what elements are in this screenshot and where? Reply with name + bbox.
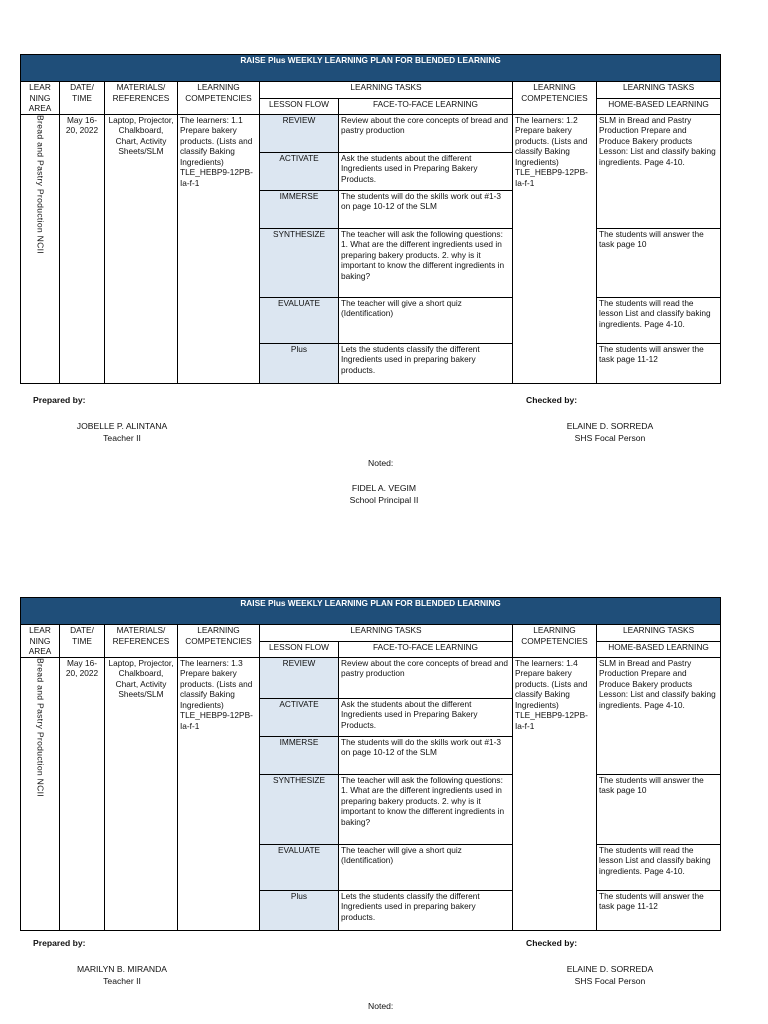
f2f-review: Review about the core concepts of bread and pastry production xyxy=(339,114,513,152)
flow-activate: ACTIVATE xyxy=(260,152,339,190)
home-task-slm: SLM in Bread and Pastry Production Prepare and Produce Bakery products Lesson: List and classify baking ingredients. Page 4-10. xyxy=(597,657,721,774)
noter-signature xyxy=(314,482,454,506)
checker-name: ELAINE D. SORREDA xyxy=(566,421,654,431)
checker-name: ELAINE D. SORREDA xyxy=(566,964,654,974)
f2f-plus: Lets the students classify the different Ingredients used in preparing bakery products. xyxy=(339,343,513,383)
checker-role: SHS Focal Person xyxy=(574,433,646,443)
header-learning-tasks: LEARNING TASKS xyxy=(260,82,513,99)
checked-by-label: Checked by: xyxy=(526,395,578,405)
checked-by-label: Checked by: xyxy=(526,938,578,948)
header-date-time: DATE/ TIME xyxy=(60,625,105,658)
header-competencies-home: LEARNING COMPETENCIES xyxy=(513,625,597,658)
weekly-plan-2 xyxy=(20,597,720,931)
header-materials: MATERIALS/ REFERENCES xyxy=(105,625,178,658)
flow-evaluate: EVALUATE xyxy=(260,844,339,890)
preparer-role: Teacher II xyxy=(103,976,141,986)
flow-immerse: IMMERSE xyxy=(260,736,339,774)
competency-right-cell: The learners: 1.4 Prepare bakery products. (Lists and classify Baking Ingredients) TLE_HEBP9-12PB-Ia-f-1 xyxy=(513,657,597,930)
home-task-read-lesson: The students will read the lesson List and classify baking ingredients. Page 4-10. xyxy=(597,297,721,343)
header-face-to-face: FACE-TO-FACE LEARNING xyxy=(339,98,513,114)
flow-immerse: IMMERSE xyxy=(260,190,339,228)
home-task-read-lesson: The students will read the lesson List and classify baking ingredients. Page 4-10. xyxy=(597,844,721,890)
header-materials: MATERIALS/ REFERENCES xyxy=(105,82,178,115)
header-home-based: HOME-BASED LEARNING xyxy=(597,641,721,657)
competency-left-cell: The learners: 1.3 Prepare bakery products. (Lists and classify Baking Ingredients) TLE_HEBP9-12PB-Ia-f-1 xyxy=(178,657,260,930)
materials-cell: Laptop, Projector, Chalkboard, Chart, Activity Sheets/SLM xyxy=(105,657,178,930)
header-lesson-flow: LESSON FLOW xyxy=(260,98,339,114)
header-lesson-flow: LESSON FLOW xyxy=(260,641,339,657)
flow-plus: Plus xyxy=(260,890,339,930)
header-competencies-home: LEARNING COMPETENCIES xyxy=(513,82,597,115)
plan-title: RAISE Plus WEEKLY LEARNING PLAN FOR BLENDED LEARNING xyxy=(21,55,721,82)
learning-area-text: Bread and Pastry Production NCII xyxy=(35,114,46,254)
flow-review: REVIEW xyxy=(260,657,339,698)
prepared-by-label: Prepared by: xyxy=(33,395,86,405)
header-learning-area: LEAR NING AREA xyxy=(21,82,60,115)
f2f-immerse: The students will do the skills work out #1-3 on page 10-12 of the SLM xyxy=(339,190,513,228)
home-task-answer-11-12: The students will answer the task page 11-12 xyxy=(597,890,721,930)
competency-left-cell: The learners: 1.1 Prepare bakery products. (Lists and classify Baking Ingredients) TLE_HEBP9-12PB-Ia-f-1 xyxy=(178,114,260,383)
noter-name: FIDEL A. VEGIM xyxy=(351,483,417,493)
header-home-based: HOME-BASED LEARNING xyxy=(597,98,721,114)
checker-signature xyxy=(540,420,680,444)
header-competencies: LEARNING COMPETENCIES xyxy=(178,82,260,115)
checker-signature xyxy=(540,963,680,987)
f2f-review: Review about the core concepts of bread and pastry production xyxy=(339,657,513,698)
header-learning-area: LEAR NING AREA xyxy=(21,625,60,658)
flow-synthesize: SYNTHESIZE xyxy=(260,228,339,297)
competency-right-cell: The learners: 1.2 Prepare bakery products. (Lists and classify Baking Ingredients) TLE_HEBP9-12PB-Ia-f-1 xyxy=(513,114,597,383)
header-learning-tasks: LEARNING TASKS xyxy=(260,625,513,642)
f2f-plus: Lets the students classify the different Ingredients used in preparing bakery products. xyxy=(339,890,513,930)
f2f-synthesize: The teacher will ask the following questions: 1. What are the different ingredients used in preparing bakery products. 2. why is it important to know the different ingredients in baking? xyxy=(339,228,513,297)
noted-label: Noted: xyxy=(368,458,394,468)
plan-title: RAISE Plus WEEKLY LEARNING PLAN FOR BLENDED LEARNING xyxy=(21,598,721,625)
learning-area-cell xyxy=(21,657,60,930)
home-task-slm: SLM in Bread and Pastry Production Prepare and Produce Bakery products Lesson: List and classify baking ingredients. Page 4-10. xyxy=(597,114,721,228)
flow-activate: ACTIVATE xyxy=(260,698,339,736)
f2f-activate: Ask the students about the different Ingredients used in Preparing Bakery Products. xyxy=(339,698,513,736)
preparer-name: MARILYN B. MIRANDA xyxy=(76,964,168,974)
flow-review: REVIEW xyxy=(260,114,339,152)
prepared-by-label: Prepared by: xyxy=(33,938,86,948)
plan-table xyxy=(20,54,721,384)
date-cell: May 16-20, 2022 xyxy=(60,114,105,383)
weekly-plan-1 xyxy=(20,54,720,384)
header-learning-tasks-home: LEARNING TASKS xyxy=(597,82,721,99)
date-cell: May 16-20, 2022 xyxy=(60,657,105,930)
noter-role: School Principal II xyxy=(349,495,419,505)
flow-plus: Plus xyxy=(260,343,339,383)
checker-role: SHS Focal Person xyxy=(574,976,646,986)
f2f-activate: Ask the students about the different Ingredients used in Preparing Bakery Products. xyxy=(339,152,513,190)
learning-area-cell xyxy=(21,114,60,383)
header-date-time: DATE/ TIME xyxy=(60,82,105,115)
noted-label: Noted: xyxy=(368,1001,394,1011)
preparer-name: JOBELLE P. ALINTANA xyxy=(76,421,168,431)
materials-cell: Laptop, Projector, Chalkboard, Chart, Activity Sheets/SLM xyxy=(105,114,178,383)
f2f-evaluate: The teacher will give a short quiz (Identification) xyxy=(339,844,513,890)
f2f-synthesize: The teacher will ask the following questions: 1. What are the different ingredients used in preparing bakery products. 2. why is it important to know the different ingredients in baking? xyxy=(339,774,513,844)
f2f-evaluate: The teacher will give a short quiz (Identification) xyxy=(339,297,513,343)
header-learning-tasks-home: LEARNING TASKS xyxy=(597,625,721,642)
preparer-signature xyxy=(52,420,192,444)
home-task-answer-10: The students will answer the task page 10 xyxy=(597,774,721,844)
header-face-to-face: FACE-TO-FACE LEARNING xyxy=(339,641,513,657)
flow-evaluate: EVALUATE xyxy=(260,297,339,343)
f2f-immerse: The students will do the skills work out #1-3 on page 10-12 of the SLM xyxy=(339,736,513,774)
home-task-answer-11-12: The students will answer the task page 11-12 xyxy=(597,343,721,383)
header-competencies: LEARNING COMPETENCIES xyxy=(178,625,260,658)
home-task-answer-10: The students will answer the task page 10 xyxy=(597,228,721,297)
preparer-role: Teacher II xyxy=(103,433,141,443)
plan-table xyxy=(20,597,721,931)
flow-synthesize: SYNTHESIZE xyxy=(260,774,339,844)
preparer-signature xyxy=(52,963,192,987)
learning-area-text: Bread and Pastry Production NCII xyxy=(35,657,46,797)
